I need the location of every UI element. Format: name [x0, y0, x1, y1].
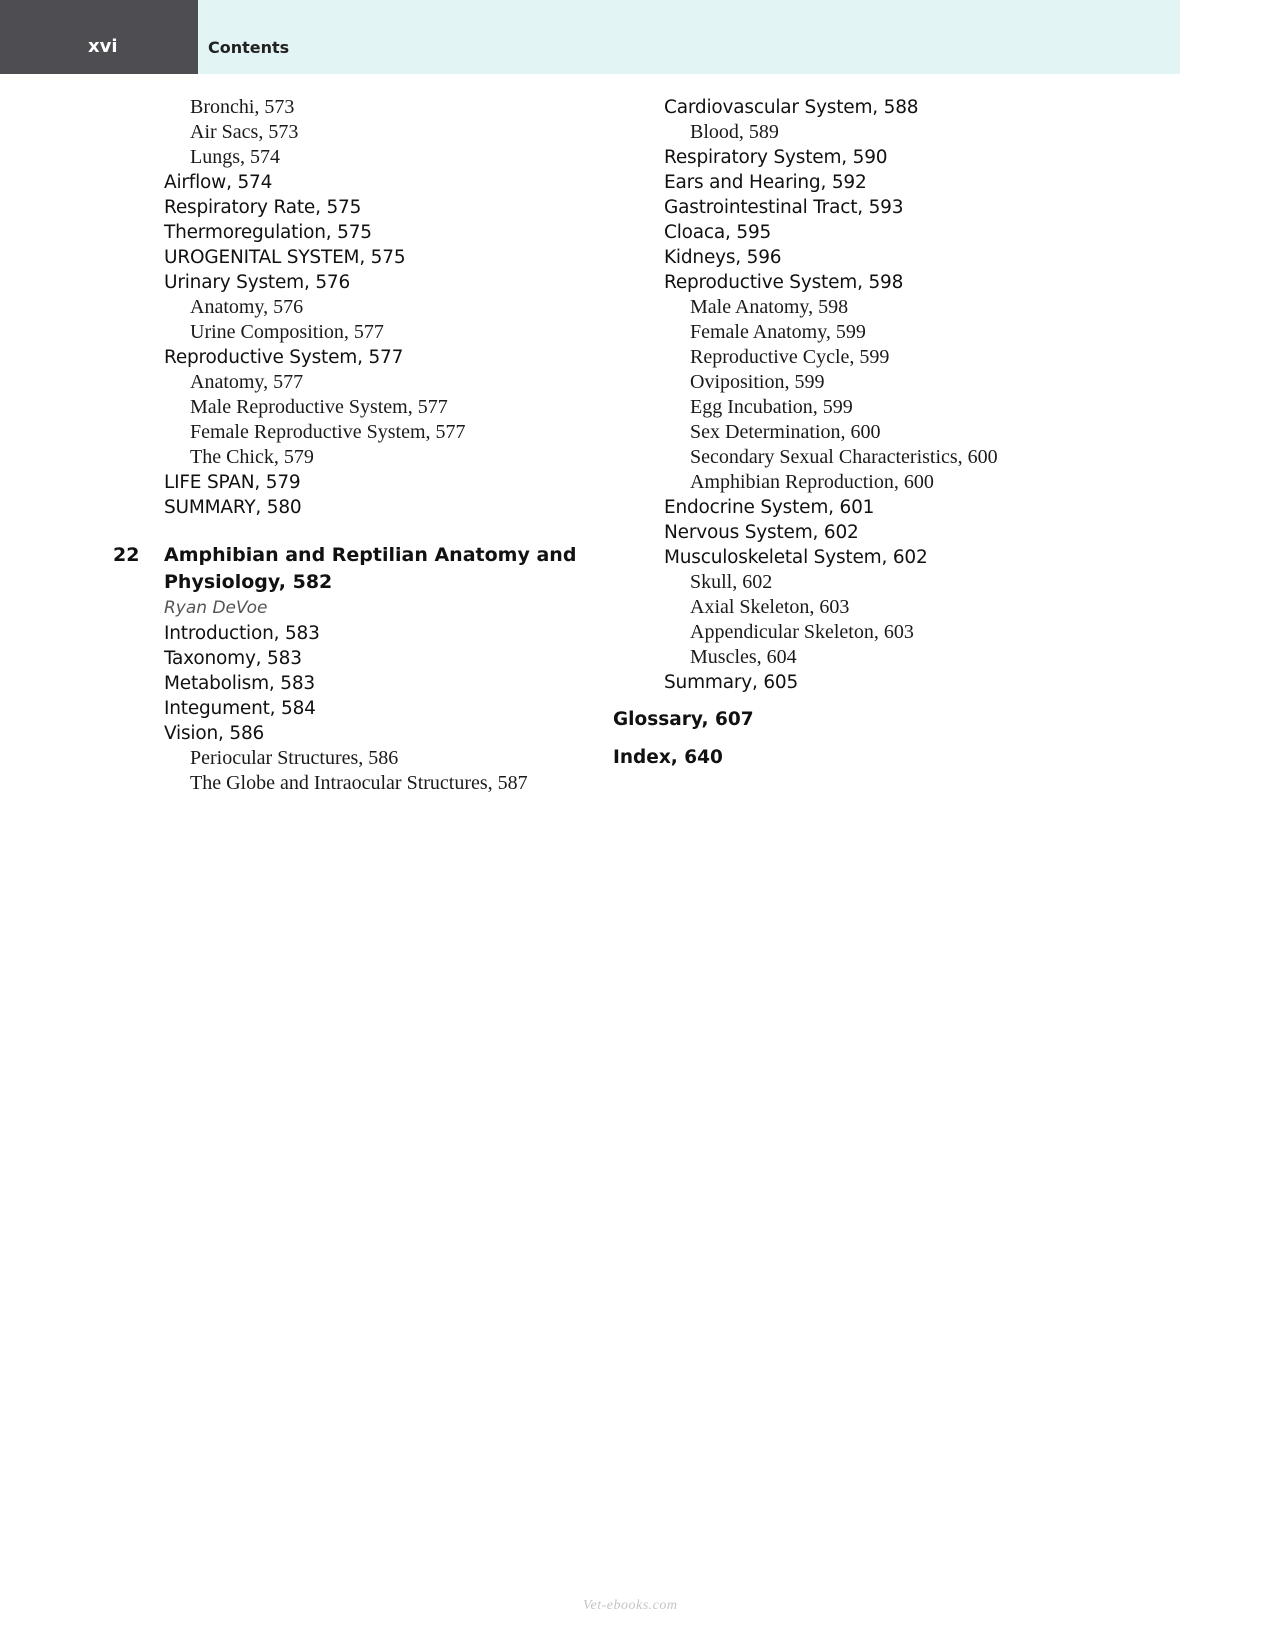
- toc-subentry[interactable]: Sex Determination, 600: [690, 421, 881, 443]
- toc-subentry[interactable]: Anatomy, 576: [190, 296, 304, 318]
- toc-entry[interactable]: Reproductive System, 577: [164, 347, 404, 368]
- toc-subentry[interactable]: Air Sacs, 573: [190, 121, 299, 143]
- running-header: [0, 0, 1180, 74]
- toc-entry[interactable]: Nervous System, 602: [664, 522, 859, 543]
- toc-entry[interactable]: Endocrine System, 601: [664, 497, 875, 518]
- index-entry[interactable]: Index, 640: [613, 747, 723, 768]
- toc-entry[interactable]: Vision, 586: [164, 723, 265, 744]
- toc-subentry[interactable]: Female Reproductive System, 577: [190, 421, 466, 443]
- toc-entry[interactable]: Gastrointestinal Tract, 593: [664, 197, 904, 218]
- toc-entry[interactable]: Respiratory Rate, 575: [164, 197, 362, 218]
- toc-subentry[interactable]: Bronchi, 573: [190, 96, 295, 118]
- toc-entry[interactable]: Urinary System, 576: [164, 272, 351, 293]
- toc-subentry[interactable]: The Chick, 579: [190, 446, 314, 468]
- toc-left-column: [113, 95, 634, 796]
- toc-entry[interactable]: LIFE SPAN, 579: [164, 472, 301, 493]
- toc-entry[interactable]: Respiratory System, 590: [664, 147, 888, 168]
- toc-subentry[interactable]: Secondary Sexual Characteristics, 600: [690, 446, 998, 468]
- toc-subentry[interactable]: Blood, 589: [690, 121, 779, 143]
- toc-subentry[interactable]: Egg Incubation, 599: [690, 396, 853, 418]
- glossary-entry[interactable]: Glossary, 607: [613, 709, 754, 730]
- toc-right-column: [613, 95, 1124, 770]
- toc-entry[interactable]: Thermoregulation, 575: [164, 222, 372, 243]
- toc-entry[interactable]: Summary, 605: [664, 672, 799, 693]
- watermark: Vet-ebooks.com: [583, 1598, 678, 1613]
- toc-entry[interactable]: Airflow, 574: [164, 172, 273, 193]
- chapter-title[interactable]: Amphibian and Reptilian Anatomy and Physiology, 582: [164, 544, 577, 593]
- toc-entry[interactable]: Taxonomy, 583: [164, 648, 302, 669]
- toc-subentry[interactable]: Muscles, 604: [690, 646, 797, 668]
- toc-subentry[interactable]: Lungs, 574: [190, 146, 280, 168]
- toc-entry[interactable]: Metabolism, 583: [164, 673, 316, 694]
- toc-entries-right: [664, 95, 1124, 695]
- toc-subentry[interactable]: Female Anatomy, 599: [690, 321, 866, 343]
- toc-subentry[interactable]: Male Reproductive System, 577: [190, 396, 448, 418]
- section-title: Contents: [208, 38, 290, 57]
- toc-entry[interactable]: Reproductive System, 598: [664, 272, 904, 293]
- chapter-number: 22: [113, 544, 140, 566]
- toc-subentry[interactable]: Oviposition, 599: [690, 371, 825, 393]
- toc-entry[interactable]: Cardiovascular System, 588: [664, 97, 919, 118]
- toc-entries-top: [164, 95, 634, 520]
- toc-entry[interactable]: Kidneys, 596: [664, 247, 782, 268]
- toc-entries-bottom: [164, 621, 634, 796]
- toc-subentry[interactable]: Periocular Structures, 586: [190, 747, 399, 769]
- chapter-author: Ryan DeVoe: [164, 598, 268, 618]
- toc-subentry[interactable]: Axial Skeleton, 603: [690, 596, 850, 618]
- chapter-heading: [113, 542, 634, 621]
- toc-entry[interactable]: SUMMARY, 580: [164, 497, 302, 518]
- toc-subentry[interactable]: Skull, 602: [690, 571, 773, 593]
- page-number: xvi: [88, 36, 118, 57]
- toc-subentry[interactable]: The Globe and Intraocular Structures, 587: [190, 772, 528, 794]
- toc-subentry[interactable]: Male Anatomy, 598: [690, 296, 849, 318]
- toc-entry[interactable]: Introduction, 583: [164, 623, 320, 644]
- toc-entry[interactable]: Cloaca, 595: [664, 222, 772, 243]
- toc-entry[interactable]: UROGENITAL SYSTEM, 575: [164, 247, 406, 268]
- toc-subentry[interactable]: Amphibian Reproduction, 600: [690, 471, 934, 493]
- page-number-tab: [0, 0, 198, 74]
- toc-subentry[interactable]: Appendicular Skeleton, 603: [690, 621, 914, 643]
- toc-entry[interactable]: Musculoskeletal System, 602: [664, 547, 928, 568]
- toc-subentry[interactable]: Urine Composition, 577: [190, 321, 384, 343]
- toc-subentry[interactable]: Anatomy, 577: [190, 371, 304, 393]
- toc-entry[interactable]: Ears and Hearing, 592: [664, 172, 867, 193]
- toc-subentry[interactable]: Reproductive Cycle, 599: [690, 346, 890, 368]
- toc-entry[interactable]: Integument, 584: [164, 698, 316, 719]
